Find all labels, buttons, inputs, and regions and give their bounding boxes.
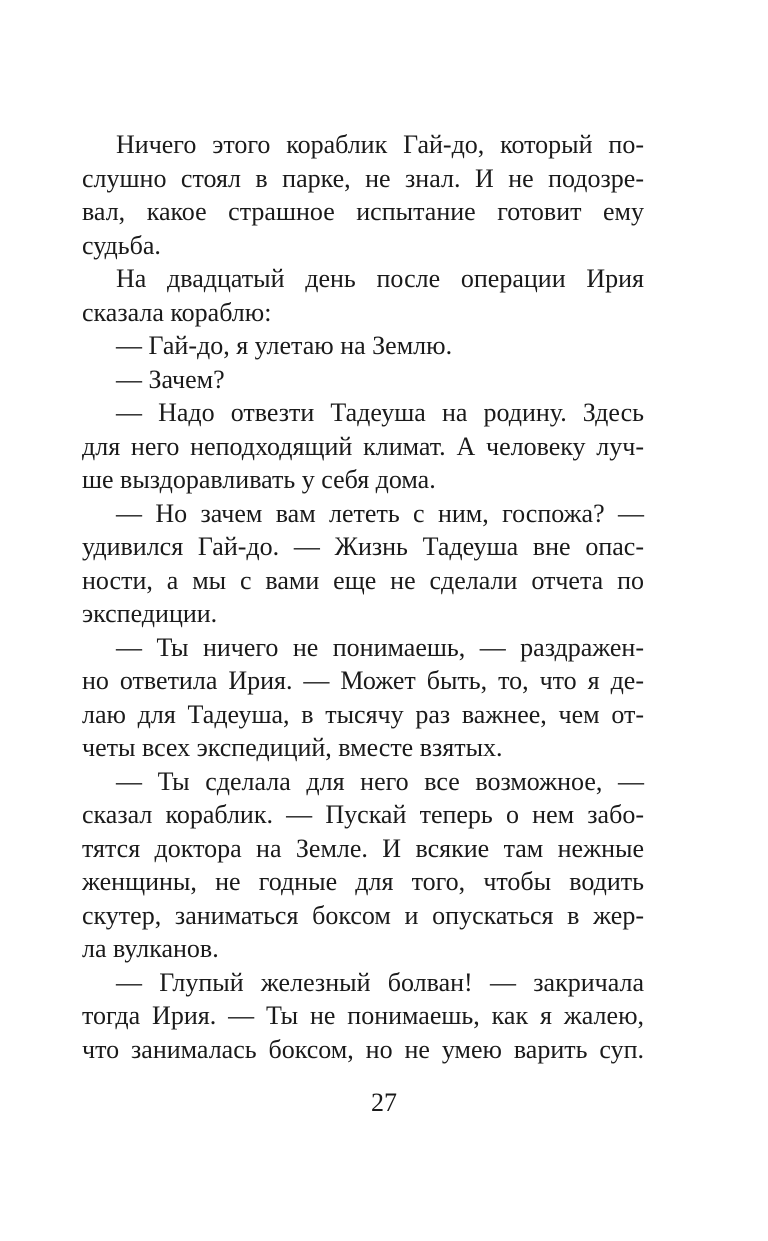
- text-line: женщины, не годные для того, чтобы водить: [82, 867, 644, 896]
- text-line: — Но зачем вам лететь с ним, госпожа? —: [116, 498, 644, 528]
- text-line: тогда Ирия. — Ты не понимаешь, как я жалею,: [82, 1001, 644, 1030]
- text-line: На двадцатый день после операции Ирия: [116, 264, 644, 293]
- text-line: что занималась боксом, но не умею варить суп.: [82, 1034, 644, 1064]
- text-line: тятся доктора на Земле. И всякие там нежные: [82, 833, 644, 863]
- text-line: для него неподходящий климат. А человеку луч-: [82, 431, 644, 461]
- text-line: слушно стоял в парке, не знал. И не подозре-: [82, 163, 644, 193]
- text-line: сказал кораблик. — Пускай теперь о нем забо-: [82, 800, 644, 829]
- text-line: четы всех экспедиций, вместе взятых.: [82, 733, 503, 762]
- text-line: вал, какое страшное испытание готовит ему: [82, 197, 644, 226]
- page-number: 27: [371, 1088, 397, 1117]
- text-line: — Глупый железный болван! — закричала: [116, 967, 644, 997]
- text-line: скутер, заниматься боксом и опускаться в жер-: [82, 900, 644, 930]
- text-line: экспедиции.: [82, 599, 218, 628]
- text-line: ла вулканов.: [82, 934, 219, 963]
- text-line: — Надо отвезти Тадеуша на родину. Здесь: [116, 398, 644, 427]
- text-line: ше выздоравливать у себя дома.: [82, 465, 436, 494]
- page-body-text: [82, 128, 644, 1066]
- text-line: сказала кораблю:: [82, 297, 272, 327]
- text-line: удивился Гай-до. — Жизнь Тадеуша вне опас-: [82, 532, 644, 561]
- text-line: Ничего этого кораблик Гай-до, который по-: [116, 130, 644, 159]
- text-line: но ответила Ирия. — Может быть, то, что я де-: [82, 666, 644, 695]
- text-line: — Зачем?: [116, 364, 225, 394]
- text-line: лаю для Тадеуша, в тысячу раз важнее, чем от-: [82, 699, 644, 729]
- text-line: — Гай-до, я улетаю на Землю.: [116, 331, 453, 360]
- text-line: ности, а мы с вами еще не сделали отчета по: [82, 565, 644, 595]
- text-line: судьба.: [82, 230, 161, 260]
- text-line: — Ты сделала для него все возможное, —: [116, 766, 644, 796]
- text-line: — Ты ничего не понимаешь, — раздражен-: [116, 632, 644, 662]
